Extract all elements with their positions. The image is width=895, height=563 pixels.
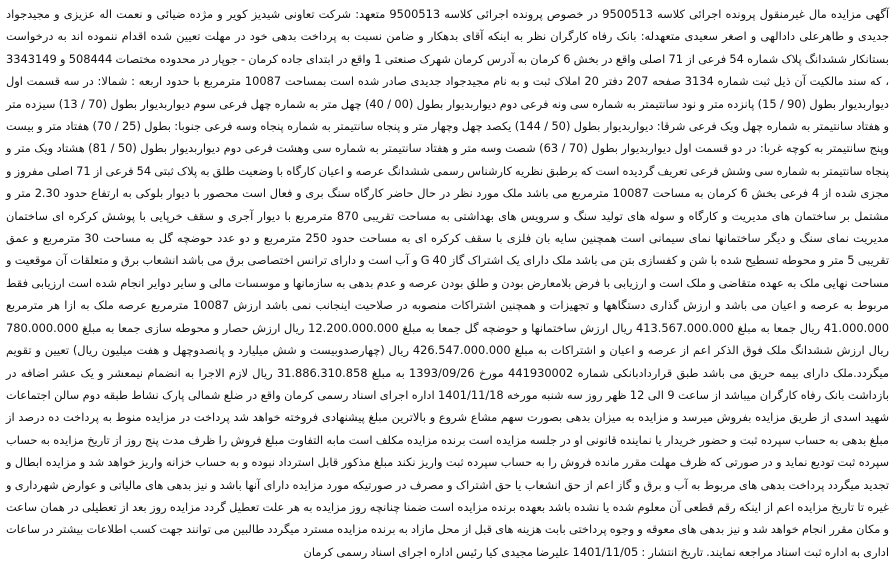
auction-notice <box>5 3 890 559</box>
notice-body-text: آگهی مزایده مال غیرمنقول پرونده اجرائی کلاسه 9500513 در خصوص پرونده اجرائی کلاسه 9500513 متعهد: شرکت تعاونی شیدیز کویر و مژده ضیائی و نعمت اله عزیزی و مجیدجواد جدیدی و طاهرعلی دادالهی و اصغر سعیدی متعهدله: بانک رفاه کارگران نظر به اینکه آقای بدهکار و ضامن نسبت به پرداخت بدهی خود در مهلت تعیین شده اقدام ننموده اند به درخواست بستانکار ششدانگ پلاک شماره 54 فرعی از 71 اصلی واقع در بخش 6 کرمان به آدرس کرمان شهرک صنعتی 1 واقع در ابتدای جاده کرمان - جوپار در محدوده مختصات 508444 و 3343149 ، که سند مالکیت آن ذیل ثبت شماره 3134 صفحه 207 دفتر 20 املاک ثبت و به نام مجیدجواد جدیدی صادر شده است بمساحت 10087 مترمربع با حدود اربعه : شمالا: در سه قسمت اول دیواربدیوار بطول (90 / 15) پانزده متر و نود سانتیمتر به شماره سی ونه فرعی دوم دیواربدیوار بطول (00 / 40) چهل متر به شماره چهل فرعی سوم دیواربدیوار بطول (70 / 13) سیزده متر و هفتاد سانتیمتر به شماره چهل ویک فرعی شرقا: دیواربدیوار بطول (50 / 144) یکصد چهل وچهار متر و پنجاه سانتیمتر به شماره پنجاه وسه فرعی جنوبا: بطول (25 / 70) هفتاد متر و بیست وپنج سانتیمتر به کوچه غربا: در دو قسمت اول دیواربدیوار بطول (70 / 63) شصت وسه متر و هفتاد سانتیمتر به شماره سی وهشت فرعی دوم دیواربدیوار بطول (50 / 81) هشتاد ویک متر و پنجاه سانتیمتر به شماره سی وشش فرعی تعریف گردیده است که برطبق نظریه کارشناس رسمی ششدانگ عرصه و اعیان کارگاه با وضعیت طلق به پلاک ثبتی 54 فرعی از 71 اصلی مفروز و مجزی شده از 4 فرعی بخش 6 کرمان به مساحت 10087 مترمربع می باشد ملک مورد نظر در حال حاضر کارگاه سنگ بری و فعال است محصور با دیوار بلوکی به ارتفاع حدود 2.30 متر و مشتمل بر ساختمان های مدیریت و کارگاه و سوله های تولید سنگ و سرویس های بهداشتی به مساحت تقریبی 870 مترمربع با دیوار آجری و سقف خرپایی با پوشش کرکره ای ساختمان مدیریت نمای سنگ و دیگر ساختمانها نمای سیمانی است همچنین سایه بان فلزی با سقف کرکره ای به مساحت حدود 250 مترمربع و دو عدد حوضچه گل به مساحت 30 مترمربع و عمق تقریبی 5 متر و محوطه تسطیح شده با شن و کفسازی بتن می باشد ملک دارای یک اشتراک گاز G 40 و آب است و دارای ترانس اختصاصی برق می باشد انشعاب برق و متعلقات آن موقعیت و مساحت نهایی ملک به عهده متقاضی و ملک است و ارزیابی با فرض بلامعارض بودن و طلق بودن عرصه و عدم بدهی به سازمانها و موسسات مالی و سایر دوایر انجام شده است ارزیابی فقط مربوط به عرصه و اعیان می باشد و ارزش گذاری دستگاهها و تجهیزات و همچنین اشتراکات منصوبه در صلاحیت اینجانب نمی باشد ارزش 10087 مترمربع عرصه ملک به ازا هر مترمربع 41.000.000 ریال جمعا به مبلغ 413.567.000.000 ریال ارزش ساختمانها و حوضچه گل جمعا به مبلغ 12.200.000.000 ریال ارزش حصار و محوطه سازی جمعا به مبلغ 780.000.000 ریال ارزش ششدانگ ملک فوق الذکر اعم از عرصه و اعیان و اشتراکات به مبلغ 426.547.000.000 ریال (چهارصدوبیست و شش میلیارد و پانصدوچهل و هفت میلیون ریال) تعیین و تقویم میگردد.ملک دارای بیمه حریق می باشد طبق قراردادبانکی شماره 441930002 مورخ 1393/09/26 به مبلغ 31.886.310.858 ریال لازم الاجرا به انضمام نیمعشر و یک عشر اضافه در بازداشت بانک رفاه کارگران میباشد از ساعت 9 الی 12 ظهر روز سه شنبه مورخه 1401/11/18 اداره اجرای اسناد رسمی کرمان واقع در ضلع شمالی پارک نشاط طبقه دوم سالن اجتماعات شهید اسدی از طریق مزایده بفروش میرسد و مزایده به میزان بدهی بصورت سهم مشاع شروع و بالاترین مبلغ پیشنهادی فروخته خواهد شد پرداخت در مزایده منوط به پرداخت ده درصد از مبلغ بدهی به حساب سپرده ثبت و حضور خریدار یا نماینده قانونی او در جلسه مزایده است برنده مزایده مکلف است مابه التفاوت مبلغ فروش را ظرف مدت پنج روز از تاریخ مزایده به حساب سپرده ثبت تودیع نماید و در صورتی که ظرف مهلت مقرر مانده فروش را به حساب سپرده ثبت واریز نکند مبلغ مذکور قابل استرداد نبوده و به حساب خزانه واریز خواهد شد و مزایده ابطال و تجدید میگردد پرداخت بدهی های مربوط به آب و برق و گاز اعم از حق انشعاب یا حق اشتراک و مصرف در صورتیکه مورد مزایده دارای آنها باشد و نیز بدهی های مالیاتی و عوارض شهرداری و غیره تا تاریخ مزایده اعم از اینکه رقم قطعی آن معلوم شده یا نشده باشد بعهده برنده مزایده است ضمنا چنانچه روز مزایده به هر علت تعطیل گردد مزایده روز بعد از تعطیلی در همان ساعت و مکان مقرر انجام خواهد شد و نیز بدهی های معوقه و وجوه پرداختی بابت هزینه های قبل از محل مازاد به برنده مزایده مسترد میگردد طالبین می توانند جهت کسب اطلاعات بیشتر در ساعات اداری به اداره ثبت اسناد مراجعه نمایند. تاریخ انتشار : 1401/11/05 علیرضا مجیدی کیا رئیس اداره اجرای اسناد رسمی کرمان <box>5 7 890 559</box>
